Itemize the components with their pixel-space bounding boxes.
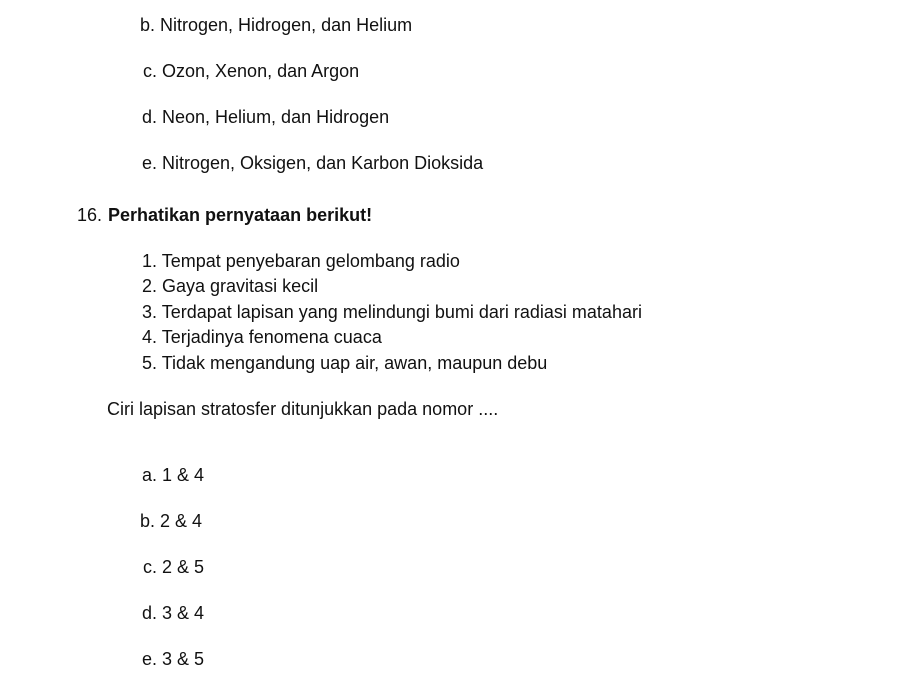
question-title: Perhatikan pernyataan berikut! [108, 205, 373, 225]
option-b-prev: b. Nitrogen, Hidrogen, dan Helium [140, 15, 413, 35]
option-e-prev: e. Nitrogen, Oksigen, dan Karbon Dioksida [142, 153, 484, 173]
statement-3: 3. Terdapat lapisan yang melindungi bumi dari radiasi matahari [142, 302, 642, 322]
statement-1: 1. Tempat penyebaran gelombang radio [142, 251, 460, 271]
question-number: 16. [77, 205, 103, 225]
statement-2: 2. Gaya gravitasi kecil [142, 276, 319, 296]
option-a[interactable]: a. 1 & 4 [142, 465, 205, 485]
option-b[interactable]: b. 2 & 4 [140, 511, 203, 531]
option-c-prev: c. Ozon, Xenon, dan Argon [143, 61, 360, 81]
option-d[interactable]: d. 3 & 4 [142, 603, 205, 623]
statement-4: 4. Terjadinya fenomena cuaca [142, 327, 382, 347]
question-prompt: Ciri lapisan stratosfer ditunjukkan pada nomor .... [107, 399, 499, 419]
option-d-prev: d. Neon, Helium, dan Hidrogen [142, 107, 390, 127]
option-e[interactable]: e. 3 & 5 [142, 649, 205, 669]
statement-5: 5. Tidak mengandung uap air, awan, maupun debu [142, 353, 548, 373]
option-c[interactable]: c. 2 & 5 [143, 557, 205, 577]
